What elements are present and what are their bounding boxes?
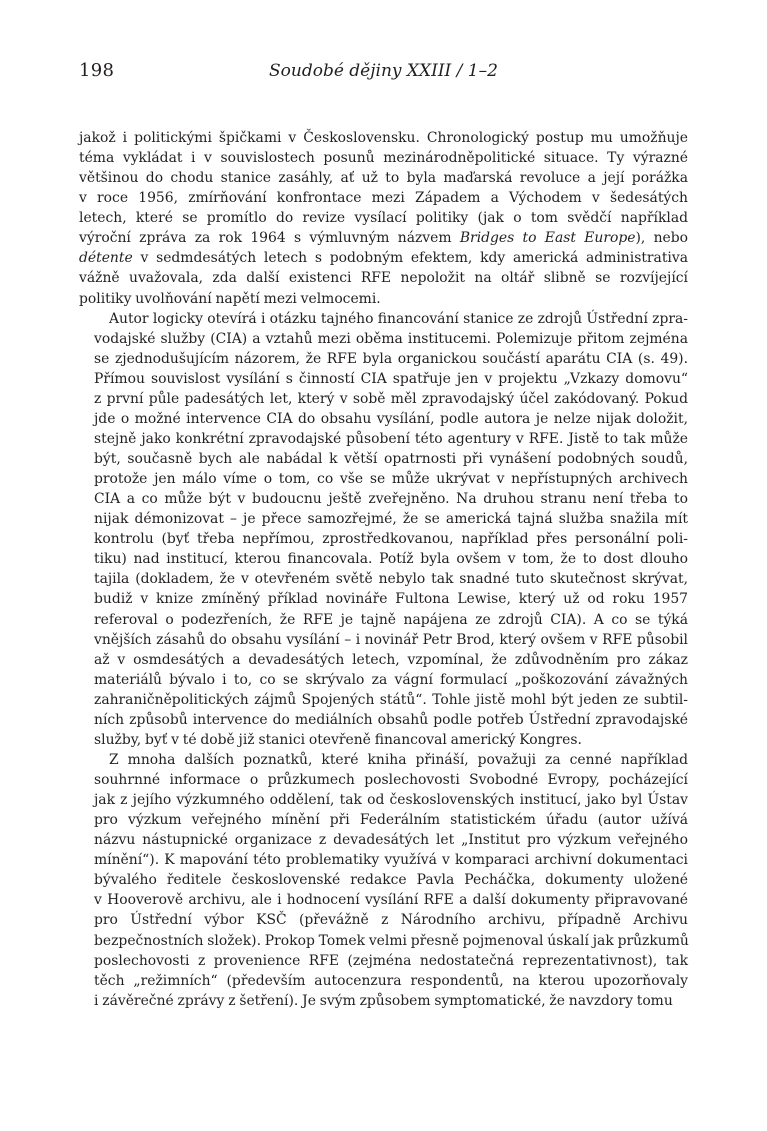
- text-segment: většinou do chodu stanice zasáhly, ať už to byla maďarská revoluce a její porážka: [79, 170, 688, 187]
- paragraph: [79, 128, 688, 309]
- text-segment: Z mnoha dalších poznatků, které kniha přináší, považuji za cenné například: [109, 751, 688, 768]
- text-segment: vnějších zásahů do obsahu vysílání – i novinář Petr Brod, který ovšem v RFE působil: [94, 631, 688, 648]
- running-title: Soudobé dějiny XXIII / 1–2: [269, 61, 498, 81]
- italic-phrase: Bridges to East Europe: [459, 230, 636, 247]
- text-segment: vodajské služby (CIA) a vztahů mezi oběma institucemi. Polemizuje přitom zejména: [94, 330, 688, 347]
- text-segment: stejně jako konkrétní zpravodajské působení této agentury v RFE. Jistě to tak může: [94, 430, 688, 447]
- text-line: [79, 810, 688, 830]
- text-line: [79, 951, 688, 971]
- text-line: [79, 469, 688, 489]
- text-line: [79, 569, 688, 589]
- text-segment: výroční zpráva za rok 1964 s výmluvným názvem: [79, 230, 460, 247]
- text-segment: CIA a co může být v budoucnu ještě zveřejněno. Na druhou stranu není třeba to: [94, 491, 688, 508]
- text-line: [79, 610, 688, 630]
- text-line: [79, 529, 688, 549]
- text-segment: se zjednodušujícím názorem, že RFE byla organickou součástí aparátu CIA (s. 49).: [94, 350, 688, 367]
- text-segment: budiž v knize zmíněný příklad novináře Fultona Lewise, který už od roku 1957: [94, 591, 688, 608]
- text-line: [79, 509, 688, 529]
- text-line: [79, 148, 688, 168]
- text-segment: vážně uvažovala, zda další existenci RFE nepoložit na oltář slibně se rozvíjející: [79, 270, 688, 287]
- text-line: [79, 710, 688, 730]
- text-segment: z první půle padesátých let, který v sobě měl zpravodajský účel zakódovaný. Pokud: [94, 390, 688, 407]
- text-line: [79, 289, 688, 309]
- text-line: [79, 790, 688, 810]
- text-line: [79, 248, 688, 268]
- text-segment: mínění“). K mapování této problematiky využívá v komparaci archivní dokumentaci: [94, 852, 688, 869]
- text-segment: kontrolu (byť třeba nepřímou, zprostředkovanou, například přes personální poli-: [94, 531, 688, 548]
- text-segment: těch „režimních“ (především autocenzura respondentů, na kterou upozorňovaly: [94, 972, 688, 989]
- italic-phrase: détente: [79, 250, 133, 267]
- text-line: [79, 389, 688, 409]
- text-segment: Autor logicky otevírá i otázku tajného financování stanice ze zdrojů Ústřední zpra-: [109, 310, 688, 327]
- text-line: [79, 850, 688, 870]
- page-number: 198: [79, 60, 115, 81]
- text-segment: v roce 1956, zmírňování konfrontace mezi Západem a Východem v šedesátých: [79, 190, 688, 207]
- text-segment: zahraničněpolitických zájmů Spojených států“. Tohle jistě mohl být jeden ze subtil-: [94, 691, 688, 708]
- text-segment: materiálů bývalo i to, co se skrývalo za vágní formulací „poškozování závažných: [94, 671, 688, 688]
- text-line: [79, 228, 688, 248]
- text-line: [79, 730, 688, 750]
- text-line: [79, 750, 688, 770]
- text-line: [79, 830, 688, 850]
- text-line: [79, 991, 688, 1011]
- text-segment: jde o možné intervence CIA do obsahu vysílání, podle autora je nelze nijak doložit,: [94, 410, 688, 427]
- text-line: [79, 128, 688, 148]
- text-line: [79, 931, 688, 951]
- text-line: [79, 409, 688, 429]
- text-line: [79, 168, 688, 188]
- text-line: [79, 489, 688, 509]
- text-segment: nijak démonizovat – je přece samozřejmé, že se americká tajná služba snažila mít: [94, 511, 688, 528]
- text-segment: letech, které se promítlo do revize vysílací politiky (jak o tom svědčí například: [79, 210, 688, 227]
- text-segment: pro výzkum veřejného mínění při Federálním statistickém úřadu (autor užívá: [94, 812, 688, 829]
- text-segment: služby, byť v té době již stanici otevřeně financoval americký Kongres.: [94, 731, 582, 748]
- text-line: [79, 309, 688, 329]
- text-line: [79, 188, 688, 208]
- text-line: [79, 549, 688, 569]
- text-segment: téma vykládat i v souvislostech posunů mezinárodněpolitické situace. Ty výrazné: [79, 150, 688, 167]
- text-line: [79, 650, 688, 670]
- text-segment: referoval o podezřeních, že RFE je tajně napájena ze zdrojů CIA). A co se týká: [94, 611, 688, 628]
- text-segment: Přímou souvislost vysílání s činností CIA spatřuje jen v projektu „Vzkazy domovu“: [94, 370, 688, 387]
- text-line: [79, 770, 688, 790]
- text-segment: bývalého ředitele československé redakce Pavla Pecháčka, dokumenty uložené: [94, 872, 688, 889]
- body-text: [79, 128, 688, 1011]
- text-segment: být, současně bych ale nabádal k větší opatrnosti při vynášení podobných soudů,: [94, 451, 688, 467]
- text-line: [79, 870, 688, 890]
- text-segment: bezpečnostních složek). Prokop Tomek velmi přesně pojmenoval úskalí jak průzkumů: [94, 932, 689, 949]
- text-line: [79, 910, 688, 930]
- text-line: [79, 630, 688, 650]
- text-segment: poslechovosti z provenience RFE (zejména nedostatečná reprezentativnost), tak: [94, 952, 688, 969]
- text-line: [79, 268, 688, 288]
- text-segment: jak z jejího výzkumného oddělení, tak od československých institucí, jako byl Ústav: [94, 792, 688, 809]
- text-line: [79, 589, 688, 609]
- text-line: [79, 329, 688, 349]
- text-line: [79, 349, 688, 369]
- text-line: [79, 429, 688, 449]
- text-line: [79, 670, 688, 690]
- text-segment: jakož i politickými špičkami v Československu. Chronologický postup mu umožňuje: [79, 130, 688, 146]
- text-line: [79, 369, 688, 389]
- text-line: [79, 690, 688, 710]
- text-segment: pro Ústřední výbor KSČ (převážně z Národního archivu, případně Archivu: [94, 912, 688, 929]
- paragraph: [79, 309, 688, 750]
- paragraph: [79, 750, 688, 1011]
- text-line: [79, 208, 688, 228]
- text-segment: ), nebo: [635, 230, 688, 247]
- text-segment: tajila (dokladem, že v otevřeném světě nebylo tak snadné tuto skutečnost skrývat,: [94, 571, 688, 588]
- text-segment: protože jen málo víme o tom, co vše se může ukrývat v nepřístupných archivech: [94, 471, 688, 488]
- text-segment: v sedmdesátých letech s podobným efektem, kdy americká administrativa: [132, 250, 688, 267]
- text-line: [79, 890, 688, 910]
- text-line: [79, 971, 688, 991]
- text-segment: i závěrečné zprávy z šetření). Je svým způsobem symptomatické, že navzdory tomu: [94, 992, 673, 1009]
- text-line: [79, 449, 688, 469]
- text-segment: v Hooverově archivu, ale i hodnocení vysílání RFE a další dokumenty připravované: [94, 892, 688, 909]
- text-segment: tiku) nad institucí, kterou financovala. Potíž byla ovšem v tom, že to dost dlouho: [94, 551, 688, 568]
- text-segment: ních způsobů intervence do mediálních obsahů podle potřeb Ústřední zpravodajské: [94, 711, 688, 728]
- text-segment: souhrnné informace o průzkumech poslechovosti Svobodné Evropy, pocházející: [94, 772, 688, 788]
- text-segment: až v osmdesátých a devadesátých letech, vzpomínal, že zdůvodněním pro zákaz: [94, 651, 688, 668]
- text-segment: názvu nástupnické organizace z devadesátých let „Institut pro výzkum veřejného: [94, 832, 688, 849]
- text-segment: politiky uvolňování napětí mezi velmocemi.: [79, 290, 381, 307]
